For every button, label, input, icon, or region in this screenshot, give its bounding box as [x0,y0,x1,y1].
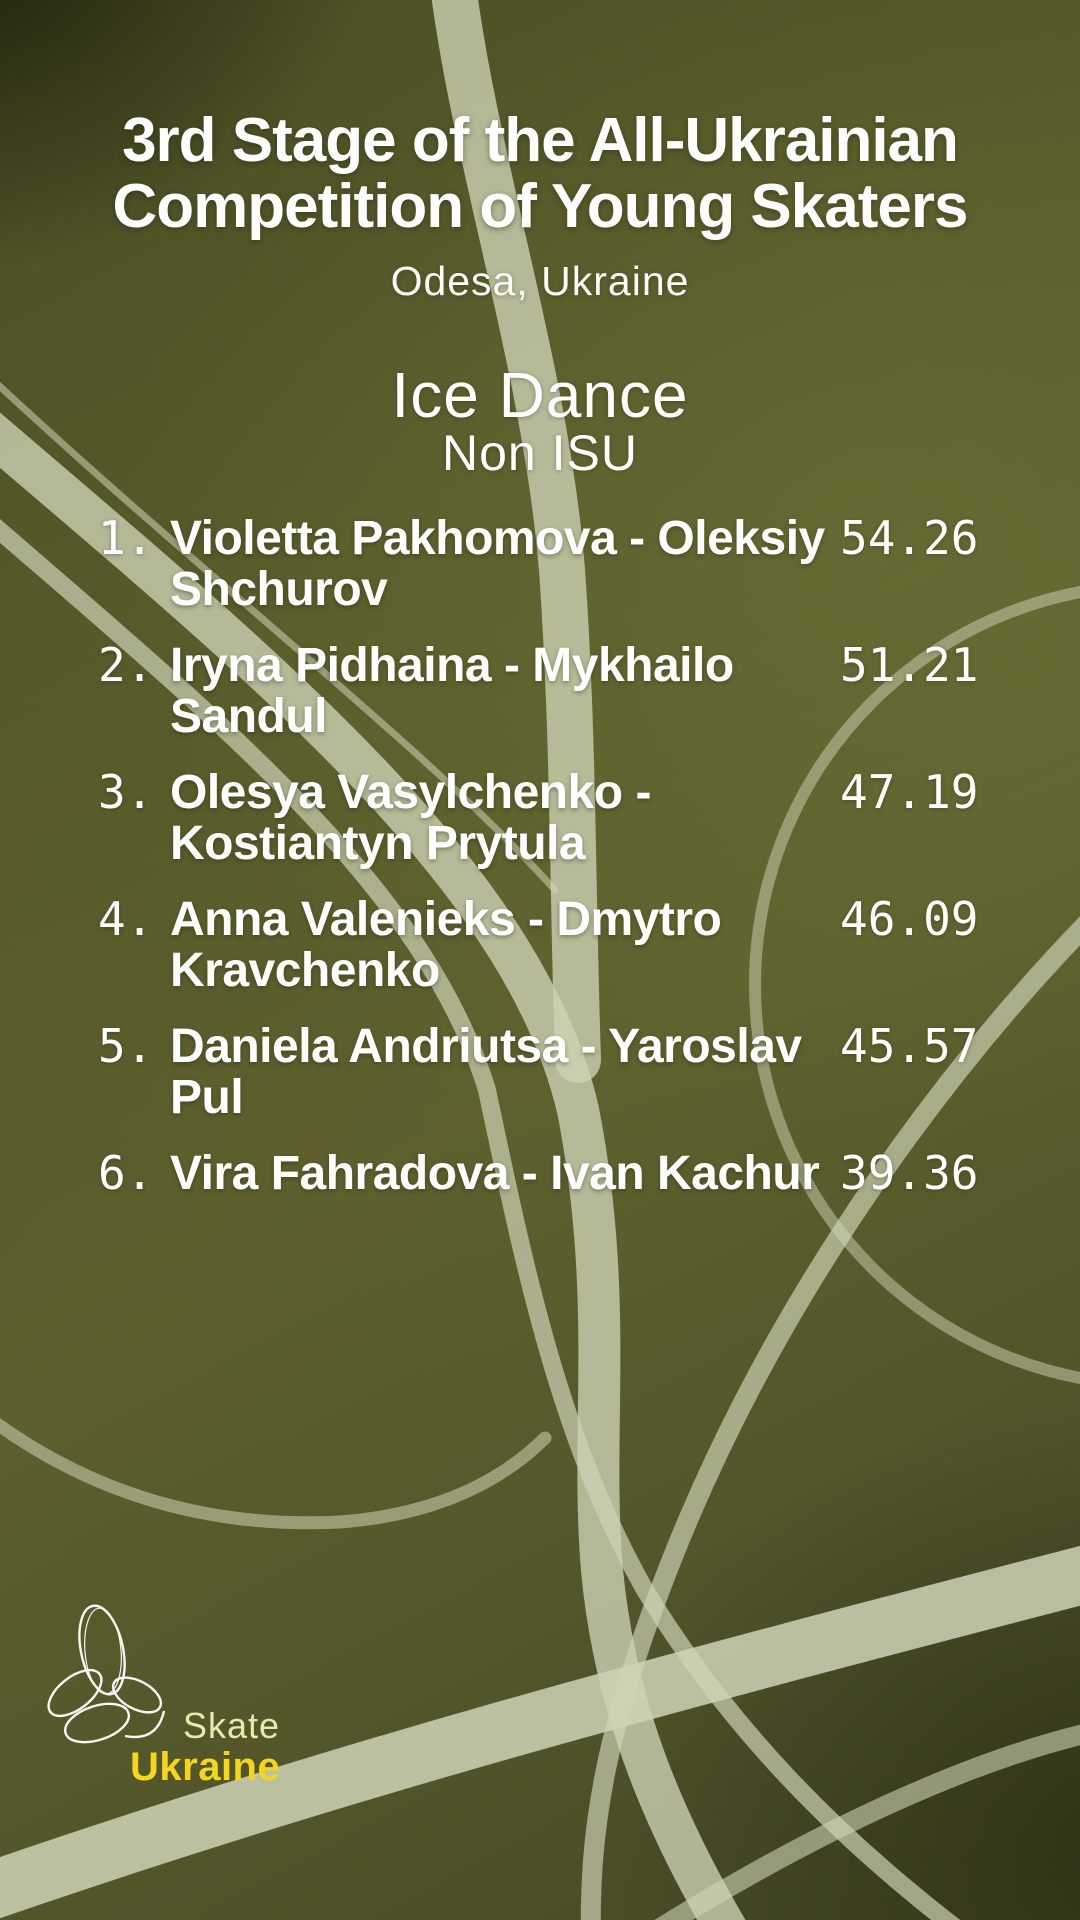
logo-ukraine-label: Ukraine [130,1745,281,1789]
rank-number: 3. [98,765,154,819]
score-value: 47.19 [840,765,979,819]
score-value: 39.36 [840,1146,979,1200]
rank-number: 6. [98,1146,154,1200]
event-location: Odesa, Ukraine [390,258,690,304]
skater-names: Vira Fahradova - Ivan Kachur [170,1147,820,1200]
score-value: 46.09 [840,892,979,946]
score-value: 54.26 [840,511,979,565]
rank-number: 2. [98,638,154,692]
logo-skate-label: Skate [182,1705,280,1746]
event-title-line2: Competition of Young Skaters [112,172,968,241]
logo-text [130,1706,280,1788]
event-title-line1: 3rd Stage of the All-Ukrainian [122,106,958,175]
skate-ukraine-logo [45,1590,305,1800]
category-subtitle: Non ISU [442,425,638,481]
score-value: 51.21 [840,638,979,692]
skater-names: Anna Valenieks - Dmytro Kravchenko [170,893,722,997]
rank-number: 4. [98,892,154,946]
rank-number: 5. [98,1019,154,1073]
skater-names: Iryna Pidhaina - Mykhailo Sandul [170,639,734,743]
skater-names: Violetta Pakhomova - Oleksiy Shchurov [170,512,825,616]
score-value: 45.57 [840,1019,979,1073]
rank-number: 1. [98,511,154,565]
category-title: Ice Dance [391,359,689,431]
event-title [0,108,1080,240]
skater-names: Olesya Vasylchenko - Kostiantyn Prytula [170,766,651,870]
skater-names: Daniela Andriutsa - Yaroslav Pul [170,1020,802,1124]
